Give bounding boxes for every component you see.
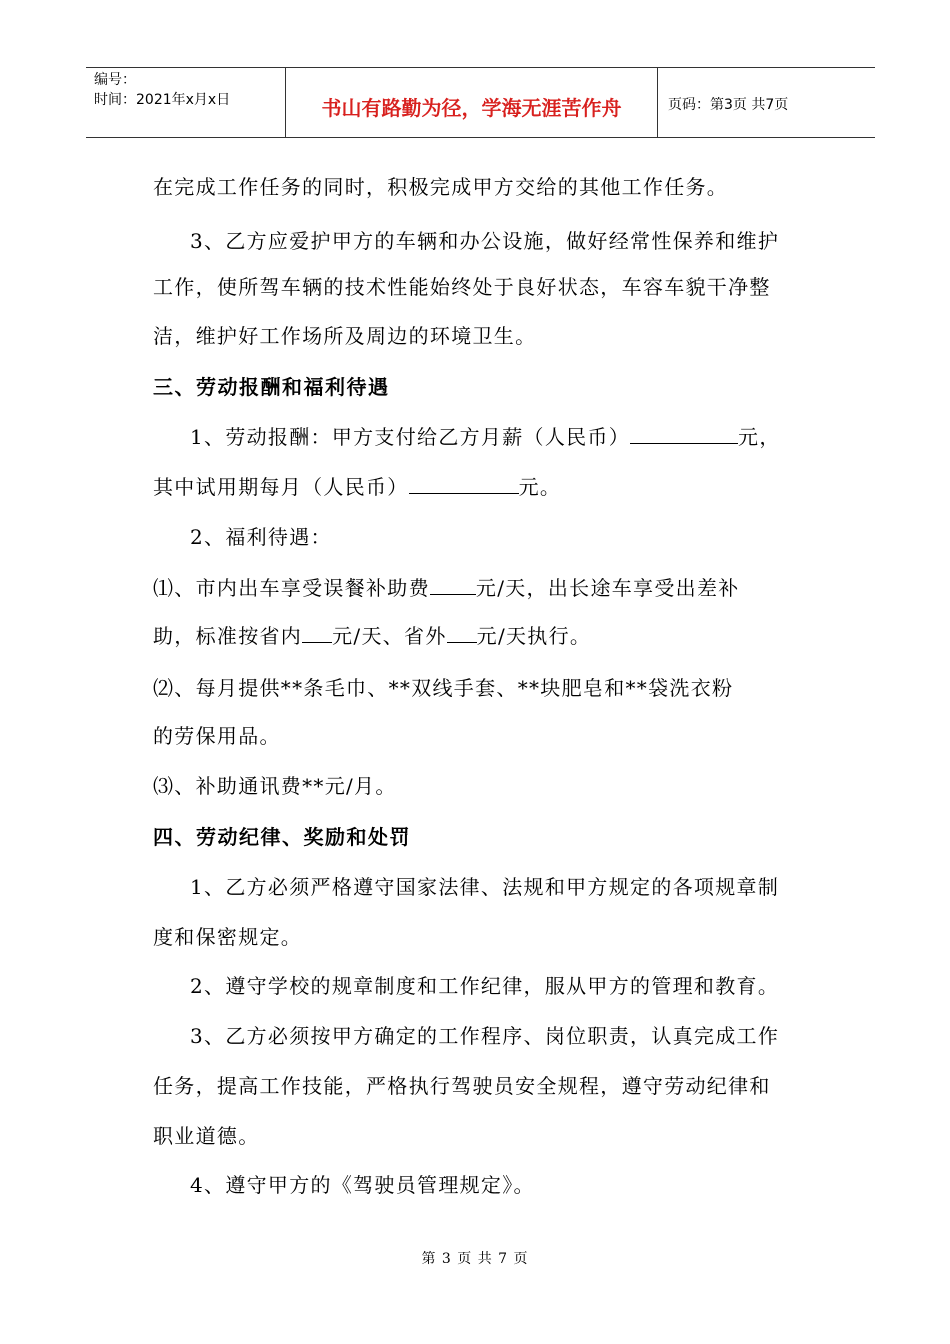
- paragraph-line: [153, 624, 591, 648]
- header-motto: 书山有路勤为径，学海无涯苦作舟: [321, 96, 622, 120]
- paragraph-line: [190, 425, 781, 449]
- section-heading: 三、劳动报酬和福利待遇: [153, 375, 390, 399]
- in-province-text: 助，标准按省内: [153, 624, 303, 648]
- travel-allowance-text: 元/天，出长途车享受出差补: [475, 576, 740, 600]
- paragraph-line: 1、乙方必须严格遵守国家法律、法规和甲方规定的各项规章制: [190, 875, 780, 899]
- header-page-cell: [658, 68, 875, 137]
- probation-text: 其中试用期每月（人民币）: [153, 475, 409, 499]
- paragraph-line: 2、遵守学校的规章制度和工作纪律，服从甲方的管理和教育。: [190, 974, 780, 998]
- paragraph-line: 的劳保用品。: [153, 724, 281, 748]
- paragraph-line: 3、乙方应爱护甲方的车辆和办公设施，做好经常性保养和维护: [190, 229, 780, 253]
- paragraph-line: 3、乙方必须按甲方确定的工作程序、岗位职责，认真完成工作: [190, 1024, 780, 1048]
- document-number-label: 编号：: [94, 72, 136, 88]
- probation-unit: 元。: [518, 475, 562, 499]
- in-province-blank: [302, 624, 332, 643]
- salary-blank: [630, 425, 738, 444]
- paragraph-line: 职业道德。: [153, 1124, 260, 1148]
- document-date-label: 时间：2021年x月x日: [94, 92, 231, 108]
- out-province-blank: [447, 624, 477, 643]
- section-heading: 四、劳动纪律、奖励和处罚: [153, 825, 411, 849]
- paragraph-line: ⑵、每月提供**条毛巾、**双线手套、**块肥皂和**袋洗衣粉: [153, 676, 734, 700]
- probation-salary-blank: [409, 475, 519, 494]
- header-meta-cell: [86, 68, 286, 137]
- paragraph-line: 工作，使所驾车辆的技术性能始终处于良好状态，车容车貌干净整: [153, 275, 771, 299]
- salary-unit: 元，: [738, 425, 781, 449]
- paragraph-line: ⑶、补助通讯费**元/月。: [153, 774, 397, 798]
- header-page-label: 页码：第3页 共7页: [668, 97, 789, 113]
- meal-allowance-text: ⑴、市内出车享受误餐补助费: [153, 576, 430, 600]
- out-province-text: 元/天、省外: [332, 624, 447, 648]
- paragraph-line: 洁，维护好工作场所及周边的环境卫生。: [153, 324, 537, 348]
- paragraph-line: 在完成工作任务的同时，积极完成甲方交给的其他工作任务。: [153, 175, 729, 199]
- paragraph-line: [153, 475, 561, 499]
- paragraph-line: 2、福利待遇：: [190, 525, 332, 549]
- meal-allowance-blank: [430, 576, 476, 595]
- paragraph-line: [153, 576, 740, 600]
- paragraph-line: 4、遵守甲方的《驾驶员管理规定》。: [190, 1173, 535, 1197]
- document-header: [86, 67, 875, 138]
- paragraph-line: 任务，提高工作技能，严格执行驾驶员安全规程，遵守劳动纪律和: [153, 1074, 771, 1098]
- salary-text: 1、劳动报酬：甲方支付给乙方月薪（人民币）: [190, 425, 631, 449]
- header-motto-cell: [286, 68, 658, 137]
- page-footer: 第 3 页 共 7 页: [421, 1251, 529, 1267]
- execution-text: 元/天执行。: [476, 624, 592, 648]
- paragraph-line: 度和保密规定。: [153, 925, 303, 949]
